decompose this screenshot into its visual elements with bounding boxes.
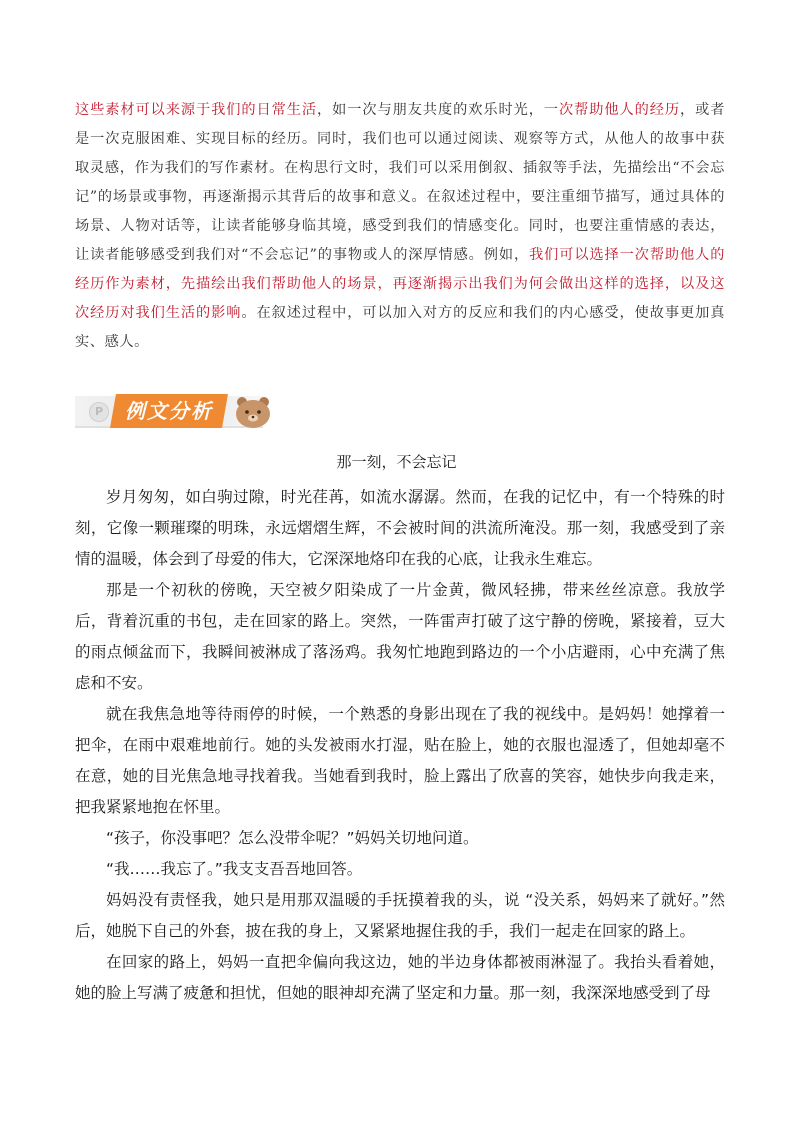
highlight-help-experience: 一次帮助他人的经历 (543, 102, 680, 118)
essay-paragraph: 就在我焦急地等待雨停的时候，一个熟悉的身影出现在了我的视线中。是妈妈！她撑着一把伞，在雨中艰难地前行。她的头发被雨水打湿，贴在脸上，她的衣服也湿透了，但她却毫不在意，她的目光焦急地寻找着我。当她看到我时，脸上露出了欣喜的笑容，她快步向我走来，把我紧紧地抱在怀里。 (75, 705, 725, 816)
essay-paragraph: 在回家的路上，妈妈一直把伞偏向我这边，她的半边身体都被雨淋湿了。我抬头看着她，她的脸上写满了疲惫和担忧，但她的眼神却充满了坚定和力量。那一刻，我深深地感受到了母 (75, 953, 725, 1002)
essay-title: 那一刻，不会忘记 (336, 453, 457, 471)
highlight-example: 我们可以选择一次帮助他人的经历作为素材，先描绘出我们帮助他人的场景，再逐渐揭示出我们为何会做出这样的选择，以及这次经历对我们生活的影响 (75, 247, 726, 321)
essay-paragraph: 岁月匆匆，如白驹过隙，时光荏苒，如流水潺潺。然而，在我的记忆中，有一个特殊的时刻，它像一颗璀璨的明珠，永远熠熠生辉，不会被时间的洪流所淹没。那一刻，我感受到了亲情的温暖，体会到了母爱的伟大，它深深地烙印在我的心底，让我永生难忘。 (75, 488, 725, 568)
essay-paragraph: “我……我忘了。”我支支吾吾地回答。 (106, 860, 363, 878)
essay-paragraph: “孩子，你没事吧？怎么没带伞呢？”妈妈关切地问道。 (106, 829, 479, 847)
section-header-label-text: 例文分析 (125, 399, 213, 423)
section-header-example-analysis (75, 392, 275, 432)
essay-body (75, 482, 725, 1009)
bear-mascot-icon (233, 394, 273, 428)
essay-paragraph: 妈妈没有责怪我，她只是用那双温暖的手抚摸着我的头，说 “没关系，妈妈来了就好。”然后，她脱下自己的外套，披在我的身上，又紧紧地握住我的手，我们一起走在回家的路上。 (75, 891, 725, 940)
intro-text-3: 。在叙述过程中，可以加入对方的反应和我们的内心感受，使故事更加真实、感人。 (75, 305, 726, 350)
intro-paragraph (75, 96, 725, 357)
p-coin-icon: P (89, 402, 109, 422)
section-header-label (110, 394, 228, 428)
essay-paragraph: 那是一个初秋的傍晚，天空被夕阳染成了一片金黄，微风轻拂，带来丝丝凉意。我放学后，背着沉重的书包，走在回家的路上。突然，一阵雷声打破了这宁静的傍晚，紧接着，豆大的雨点倾盆而下，我瞬间被淋成了落汤鸡。我匆忙地跑到路边的一个小店避雨，心中充满了焦虑和不安。 (75, 581, 725, 692)
intro-text-2: ，或者是一次克服困难、实现目标的经历。同时，我们也可以通过阅读、观察等方式，从他人的故事中获取灵感，作为我们的写作素材。在构思行文时，我们可以采用倒叙、插叙等手法，先描绘出“不会忘记”的场景或事物，再逐渐揭示其背后的故事和意义。在叙述过程中，要注重细节描写，通过具体的场景、人物对话等，让读者能够身临其境，感受到我们的情感变化。同时，也要注重情感的表达，让读者能够感受到我们对“不会忘记”的事物或人的深厚情感。例如， (75, 102, 725, 263)
highlight-source: 这些素材可以来源于我们的日常生活 (75, 102, 317, 118)
intro-text-1: ，如一次与朋友共度的欢乐时光， (316, 102, 544, 118)
